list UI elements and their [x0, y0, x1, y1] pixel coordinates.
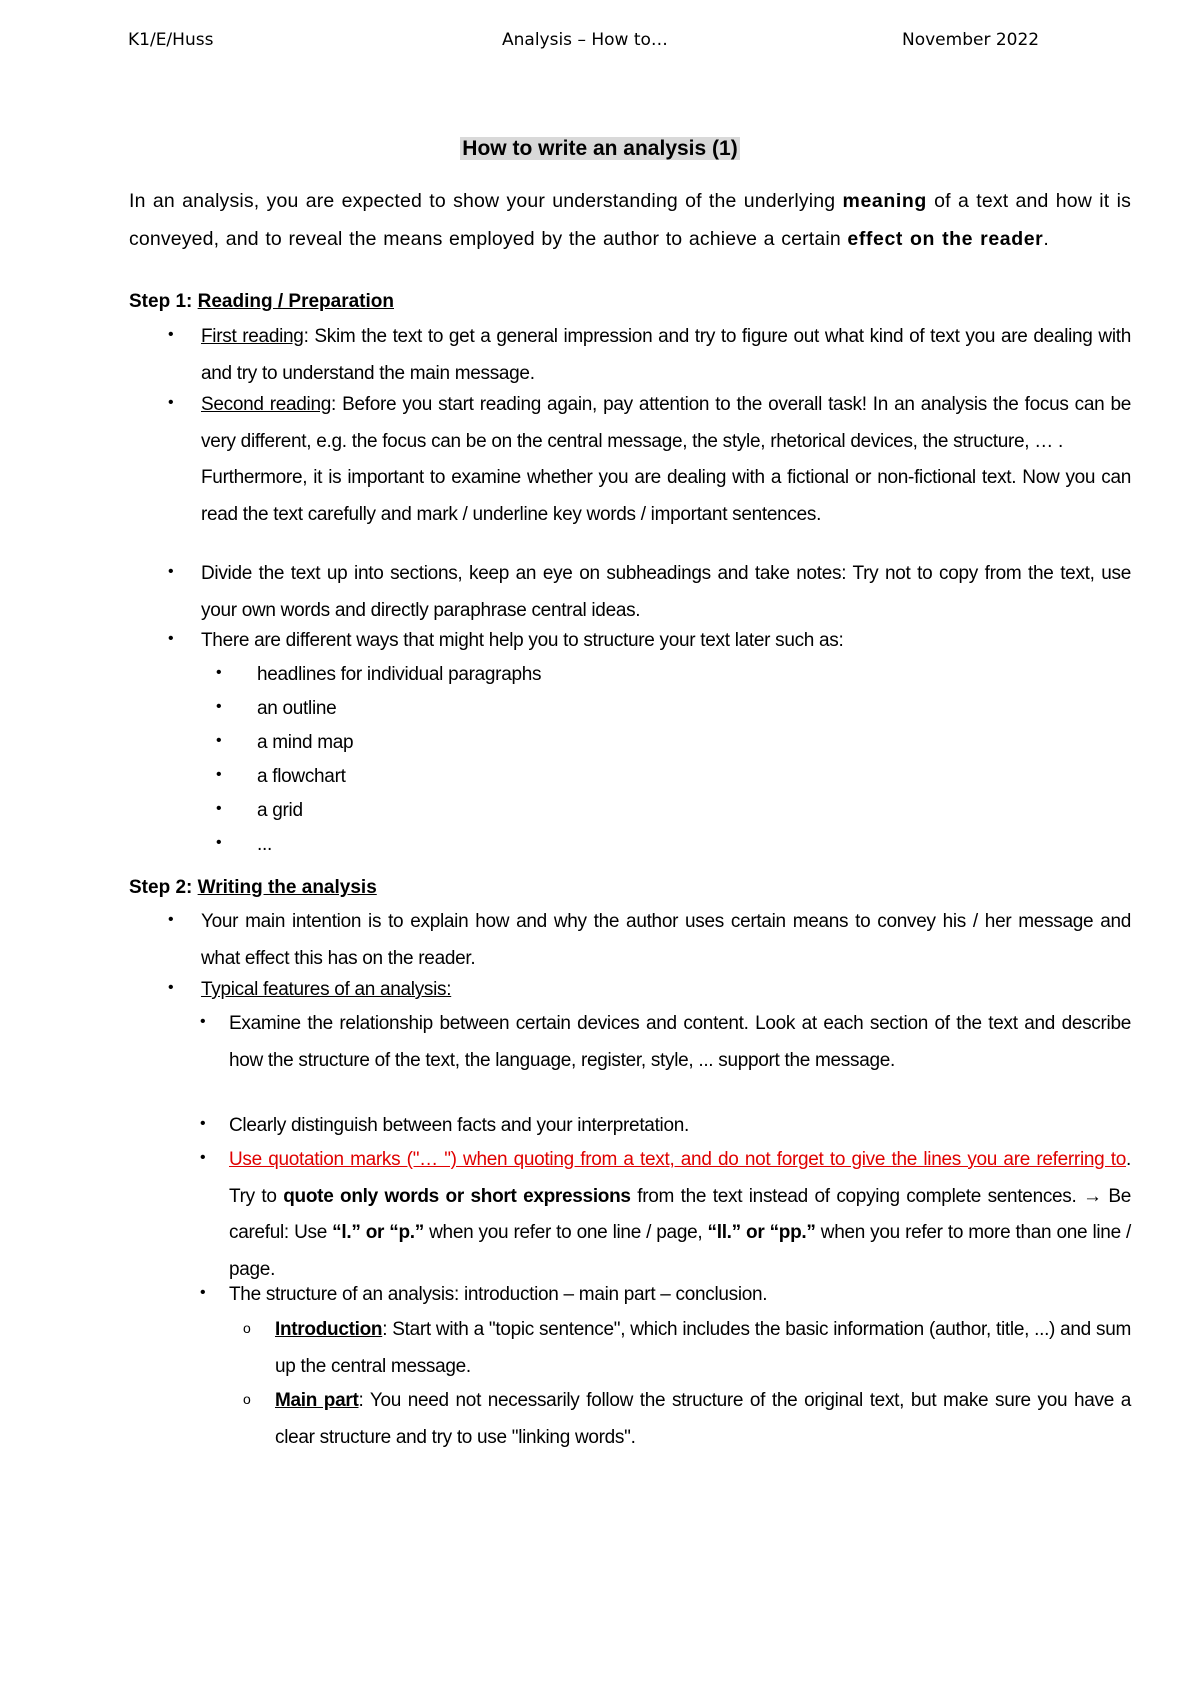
step-1-item-second-reading: Second reading: Before you start reading again, pay attention to the overall task! In an analysis the focus can be very different, e.g. the focus can be on the central message, the style, rhetorical devices, the structure, … . Furthermore, it is important to examine whether you are dealing with a fictional or non-fictional text. Now you can read the text carefully and mark / underline key words / important sentences. [201, 394, 1132, 525]
bullet-icon: • [216, 766, 222, 783]
bullet-icon: • [168, 326, 174, 343]
step-1-item-structure: There are different ways that might help you to structure your text later such as: [201, 630, 844, 651]
structure-option: a mind map [257, 732, 354, 753]
step-1-item-divide: Divide the text up into sections, keep an eye on subheadings and take notes: Try not to copy from the text, use your own words and directly paraphrase central ideas. [201, 563, 1131, 621]
bullet-icon: • [168, 911, 174, 928]
feature-item-quotation: Use quotation marks ("… ") when quoting from a text, and do not forget to give the lines you are referring to. Try to quote only words or short expressions from the text instead of copying complete sentences. → Be careful: Use “l.” or “p.” when you refer to one line / page, “ll.” or “pp.” when you refer to more than one line / page. [229, 1149, 1131, 1280]
bullet-icon: • [168, 394, 174, 411]
structure-main-part: Main part: You need not necessarily follow the structure of the original text, but make sure you have a clear structure and try to use "linking words". [275, 1390, 1131, 1448]
bullet-icon: • [168, 979, 174, 996]
circle-bullet-icon: o [243, 1320, 251, 1336]
bullet-icon: • [168, 563, 174, 580]
feature-item: The structure of an analysis: introduction – main part – conclusion. [229, 1284, 768, 1305]
intro-paragraph: In an analysis, you are expected to show your understanding of the underlying meaning of a text and how it is conveyed, and to reveal the means employed by the author to achieve a certain effect on the reader. [129, 190, 1131, 250]
feature-item: Examine the relationship between certain devices and content. Look at each section of the text and describe how the structure of the text, the language, register, style, ... support the message. [229, 1013, 1131, 1071]
bullet-icon: • [216, 664, 222, 681]
structure-option: headlines for individual paragraphs [257, 664, 542, 685]
step-1-item-first-reading: First reading: Skim the text to get a general impression and try to figure out what kind of text you are dealing with and try to understand the main message. [201, 326, 1131, 384]
header-center: Analysis – How to… [502, 30, 668, 50]
structure-option: an outline [257, 698, 337, 719]
page-title: How to write an analysis (1) [462, 137, 738, 160]
structure-option: ... [257, 834, 272, 855]
structure-option: a grid [257, 800, 303, 821]
step-2-heading: Step 2: Writing the analysis [129, 877, 377, 898]
bullet-icon: • [216, 800, 222, 817]
circle-bullet-icon: o [243, 1391, 251, 1407]
bullet-icon: • [216, 834, 222, 851]
bullet-icon: • [168, 630, 174, 647]
header-left: K1/E/Huss [128, 30, 214, 50]
bullet-icon: • [200, 1284, 206, 1301]
bullet-icon: • [216, 732, 222, 749]
bullet-icon: • [216, 698, 222, 715]
structure-introduction: Introduction: Start with a "topic sentence", which includes the basic information (author, title, ...) and sum up the central message. [275, 1319, 1131, 1377]
feature-item: Clearly distinguish between facts and your interpretation. [229, 1115, 689, 1136]
bullet-icon: • [200, 1115, 206, 1132]
structure-option: a flowchart [257, 766, 346, 787]
step-2-item-features-label: Typical features of an analysis: [201, 979, 452, 1000]
bullet-icon: • [200, 1149, 206, 1166]
header-date: November 2022 [902, 30, 1040, 50]
bullet-icon: • [200, 1013, 206, 1030]
step-1-heading: Step 1: Reading / Preparation [129, 291, 394, 312]
step-2-item-intention: Your main intention is to explain how and why the author uses certain means to convey his / her message and what effect this has on the reader. [201, 911, 1131, 969]
